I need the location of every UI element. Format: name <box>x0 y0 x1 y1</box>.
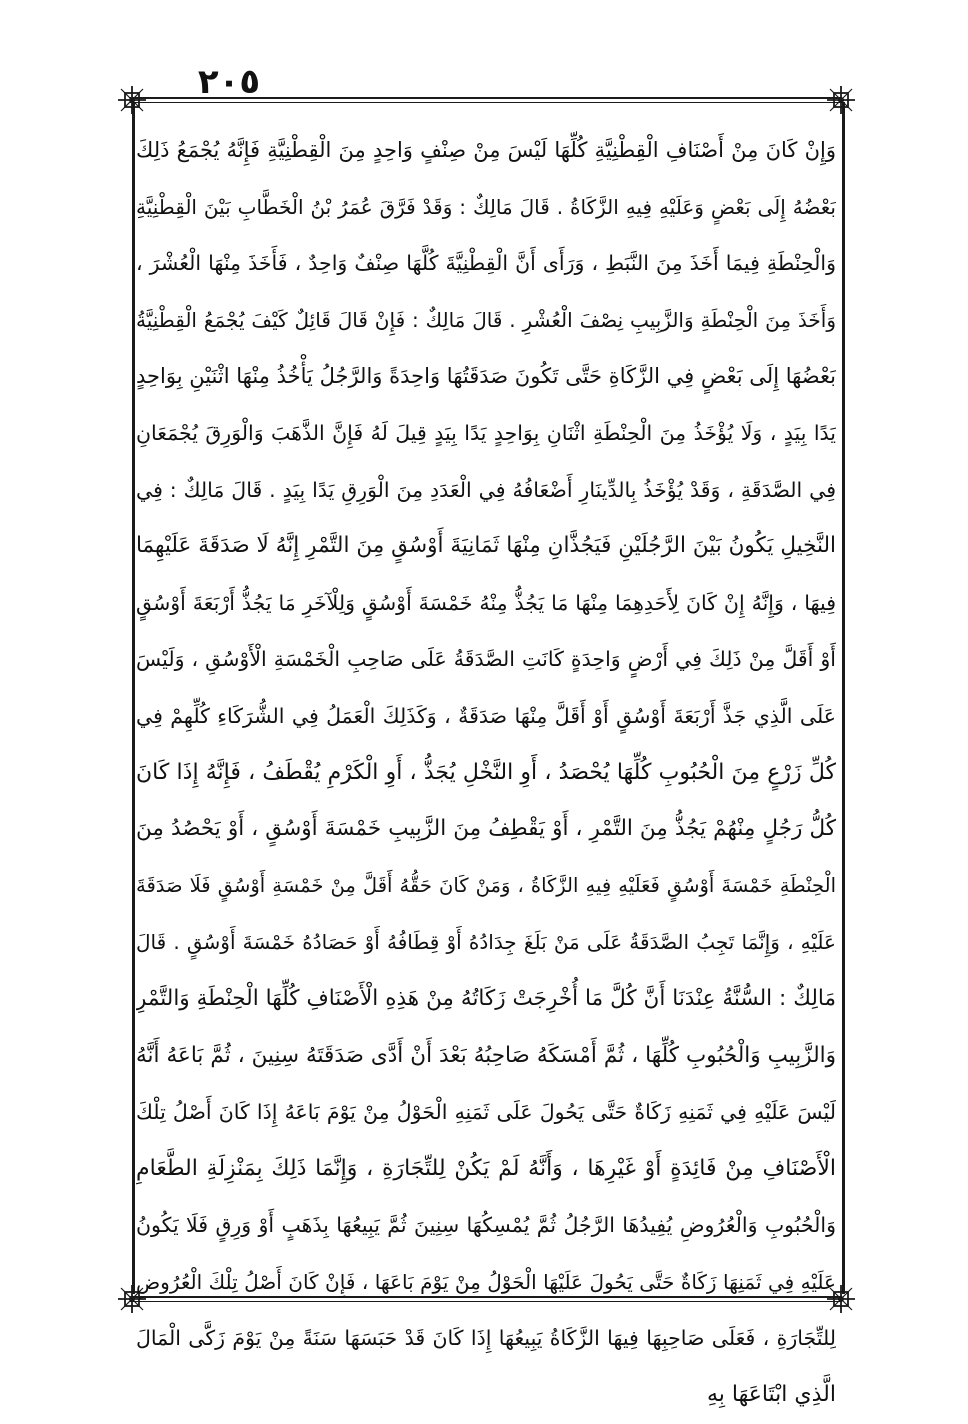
text-line: لَيْسَ عَلَيْهِ فِي ثَمَنِهِ زَكَاةٌ حَتَّى يَحُولَ عَلَى ثَمَنِهِ الْحَوْلُ مِنْ يَوْمَ بَاعَهُ إِذَا كَانَ أَصْلُ تِلْكَ <box>136 1100 836 1125</box>
frame-rule-top <box>130 97 842 99</box>
text-line: وَالْحِنْطَةِ فِيمَا أَخَذَ مِنَ النَّبَطِ ، وَرَأَى أَنَّ الْقِطْنِيَّةَ كُلَّهَا صِنْفٌ وَاحِدٌ ، فَأَخَذَ مِنْهَا الْعُشْرَ ، <box>136 251 836 276</box>
text-line: بَعْضُهُ إِلَى بَعْضٍ وَعَلَيْهِ فِيهِ الزَّكَاةُ . قَالَ مَالِكٌ : وَقَدْ فَرَّقَ عُمَرُ بْنُ الْخَطَّابِ بَيْنَ الْقِطْنِيَّةِ <box>136 194 836 219</box>
text-line: وَأَخَذَ مِنَ الْحِنْطَةِ وَالزَّبِيبِ نِصْفَ الْعُشْرِ . قَالَ مَالِكٌ : فَإِنْ قَالَ قَائِلٌ كَيْفَ يُجْمَعُ الْقِطْنِيَّةُ <box>136 307 836 332</box>
text-line: عَلَيْهِ فِي ثَمَنِهَا زَكَاةٌ حَتَّى يَحُولَ عَلَيْهَا الْحَوْلُ مِنْ يَوْمَ بَاعَهَا ، فَإِنْ كَانَ أَصْلُ تِلْكَ الْعُرُوضِ <box>136 1269 836 1294</box>
page-number: ٢٠٥ <box>197 62 261 102</box>
text-line: وَالْحُبُوبِ وَالْعُرُوضِ يُفِيدُهَا الرَّجُلُ ثُمَّ يُمْسِكُهَا سِنِينَ ثُمَّ يَبِيعُهَا بِذَهَبٍ أَوْ وَرِقٍ فَلَا يَكُونُ <box>136 1213 836 1238</box>
text-line: النَّخِيلِ يَكُونُ بَيْنَ الرَّجُلَيْنِ فَيَجُذَّانِ مِنْهَا ثَمَانِيَةَ أَوْسُقٍ مِنَ التَّمْرِ إِنَّهُ لَا صَدَقَةَ عَلَيْهِمَا <box>136 533 836 559</box>
text-line: كُلُّ رَجُلٍ مِنْهُمْ يَجُذُّ مِنَ التَّمْرِ ، أَوْ يَقْطِفُ مِنَ الزَّبِيبِ خَمْسَةَ أَوْسُقٍ ، أَوْ يَحْصُدُ مِنَ <box>136 816 836 842</box>
corner-ornament-top-left-icon <box>117 85 147 115</box>
text-line: وَإِنْ كَانَ مِنْ أَصْنَافِ الْقِطْنِيَّةِ كُلِّهَا لَيْسَ مِنْ صِنْفٍ وَاحِدٍ مِنَ الْقِطْنِيَّةِ فَإِنَّهُ يُجْمَعُ ذَلِكَ <box>136 138 836 162</box>
text-line: عَلَى الَّذِي جَذَّ أَرْبَعَةَ أَوْسُقٍ أَوْ أَقَلَّ مِنْهَا صَدَقَةٌ ، وَكَذَلِكَ الْعَمَلُ فِي الشُّرَكَاءِ كُلِّهِمْ فِي <box>136 703 836 728</box>
text-line: الْأَصْنَافِ مِنْ فَائِدَةٍ أَوْ غَيْرِهَا ، وَأَنَّهُ لَمْ يَكُنْ لِلتِّجَارَةِ ، وَإِنَّمَا ذَلِكَ بِمَنْزِلَةِ الطَّعَامِ <box>136 1155 836 1181</box>
text-line: فِيهَا ، وَإِنَّهُ إِنْ كَانَ لِأَحَدِهِمَا مِنْهَا مَا يَجُذُّ مِنْهُ خَمْسَةَ أَوْسُقٍ وَلِلْآخَرِ مَا يَجُذُّ أَرْبَعَةَ أَوْسُقٍ <box>136 590 836 615</box>
text-line: عَلَيْهِ ، وَإِنَّمَا تَجِبُ الصَّدَقَةُ عَلَى مَنْ بَلَغَ جِدَادُهُ أَوْ قِطَافُهُ أَوْ حَصَادُهُ خَمْسَةَ أَوْسُقٍ . قَالَ <box>136 930 836 955</box>
text-line: وَالزَّبِيبِ وَالْحُبُوبِ كُلِّهَا ، ثُمَّ أَمْسَكَهُ صَاحِبُهُ بَعْدَ أَنْ أَدَّى صَدَقَتَهُ سِنِينَ ، ثُمَّ بَاعَهُ أَنَّهُ <box>136 1042 836 1068</box>
corner-ornament-top-right-icon <box>826 85 856 115</box>
text-line: مَالِكٌ : السُّنَّةُ عِنْدَنَا أَنَّ كُلَّ مَا أُخْرِجَتْ زَكَاتُهُ مِنْ هَذِهِ الْأَصْنَافِ كُلِّهَا الْحِنْطَةِ وَالتَّمْرِ <box>136 985 836 1011</box>
body-text <box>136 122 836 1424</box>
text-line-last: الَّذِي ابْتَاعَهَا بِهِ <box>706 1382 836 1408</box>
text-line: لِلتِّجَارَةِ ، فَعَلَى صَاحِبِهَا فِيهَا الزَّكَاةُ يَبِيعُهَا إِذَا كَانَ قَدْ حَبَسَهَا سَنَةً مِنْ يَوْمَ زَكَّى الْمَالَ <box>136 1326 836 1351</box>
text-line: كُلِّ زَرْعٍ مِنَ الْحُبُوبِ كُلِّهَا يُحْصَدُ ، أَوِ النَّخْلِ يُجَذُّ ، أَوِ الْكَرْمِ يُقْطَفُ ، فَإِنَّهُ إِذَا كَانَ <box>136 759 836 785</box>
text-line: أَوْ أَقَلَّ مِنْ ذَلِكَ فِي أَرْضٍ وَاحِدَةٍ كَانَتِ الصَّدَقَةُ عَلَى صَاحِبِ الْخَمْسَةِ الْأَوْسُقِ ، وَلَيْسَ <box>136 647 836 672</box>
text-line: فِي الصَّدَقَةِ ، وَقَدْ يُؤْخَذُ بِالدِّينَارِ أَضْعَافُهُ فِي الْعَدَدِ مِنَ الْوَرِقِ يَدًا بِيَدٍ . قَالَ مَالِكٌ : فِي <box>136 477 836 502</box>
text-line: يَدًا بِيَدٍ ، وَلَا يُؤْخَذُ مِنَ الْحِنْطَةِ اثْنَانِ بِوَاحِدٍ يَدًا بِيَدٍ قِيلَ لَهُ فَإِنَّ الذَّهَبَ وَالْوَرِقَ يُجْمَعَانِ <box>136 420 836 445</box>
text-line: بَعْضُهَا إِلَى بَعْضٍ فِي الزَّكَاةِ حَتَّى تَكُونَ صَدَقَتُهَا وَاحِدَةً وَالرَّجُلُ يَأْخُذُ مِنْهَا اثْنَيْنِ بِوَاحِدٍ <box>136 364 836 389</box>
text-line: الْحِنْطَةِ خَمْسَةَ أَوْسُقٍ فَعَلَيْهِ فِيهِ الزَّكَاةُ ، وَمَنْ كَانَ حَقُّهُ أَقَلَّ مِنْ خَمْسَةِ أَوْسُقٍ فَلَا صَدَقَةَ <box>136 873 836 897</box>
